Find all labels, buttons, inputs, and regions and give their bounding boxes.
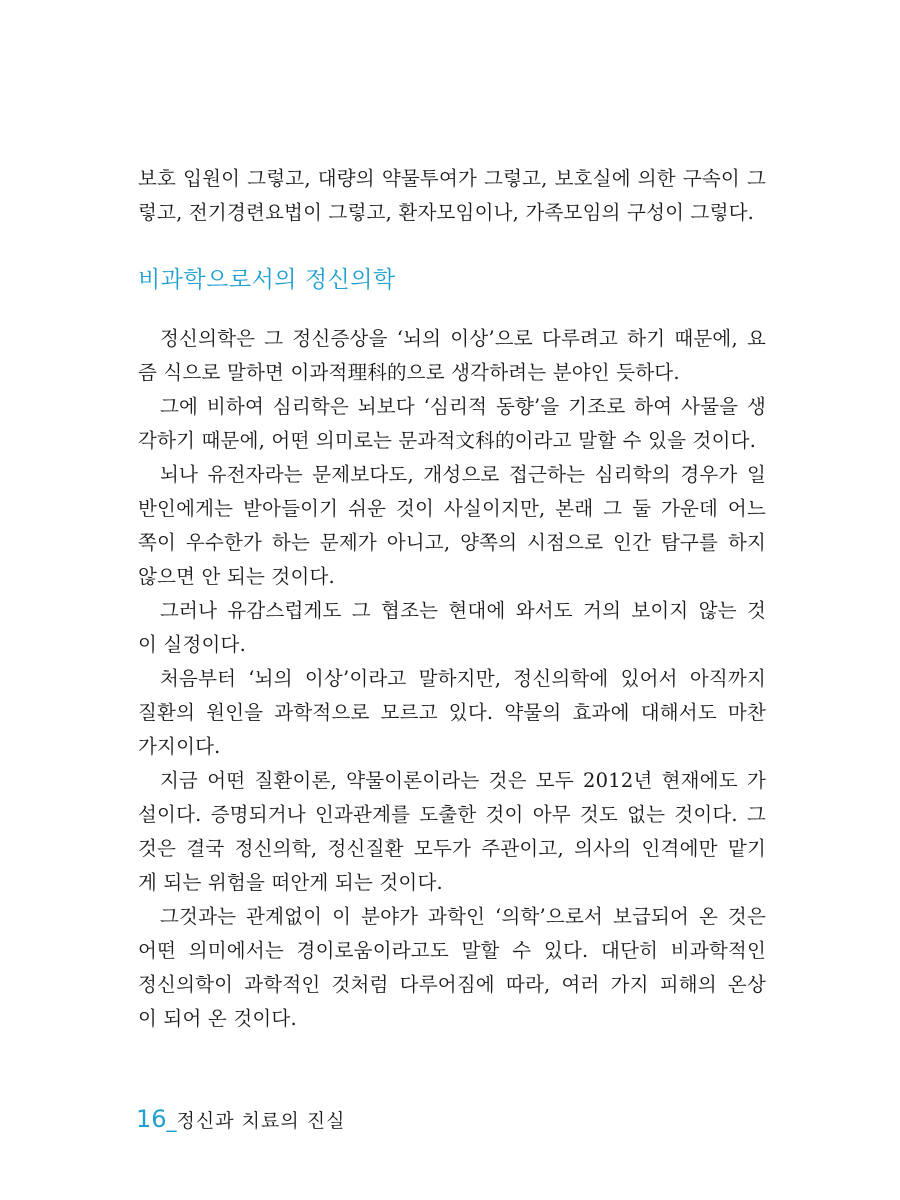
body-text-line: 반인에게는 받아들이기 쉬운 것이 사실이지만, 본래 그 둘 가운데 어느	[138, 497, 766, 520]
body-text-line: 각하기 때문에, 어떤 의미로는 문과적文科的이라고 말할 수 있을 것이다.	[138, 429, 757, 452]
body-text-line: 어떤 의미에서는 경이로움이라고도 말할 수 있다. 대단히 비과학적인	[138, 939, 766, 962]
body-text-line: 않으면 안 되는 것이다.	[138, 565, 335, 588]
body-text-line: 그러나 유감스럽게도 그 협조는 현대에 와서도 거의 보이지 않는 것	[160, 599, 766, 622]
body-text-line: 설이다. 증명되거나 인과관계를 도출한 것이 아무 것도 없는 것이다. 그	[138, 803, 766, 826]
body-text-line: 보호 입원이 그렇고, 대량의 약물투여가 그렇고, 보호실에 의한 구속이 그	[138, 167, 766, 190]
body-text-line: 정신의학이 과학적인 것처럼 다루어짐에 따라, 여러 가지 피해의 온상	[138, 973, 766, 996]
body-text-line: 렇고, 전기경련요법이 그렇고, 환자모임이나, 가족모임의 구성이 그렇다.	[138, 201, 755, 224]
body-text-line: 게 되는 위험을 떠안게 되는 것이다.	[138, 871, 443, 894]
body-text-line: 가지이다.	[138, 735, 221, 758]
running-title: 정신과 치료의 진실	[176, 1110, 346, 1132]
body-text-line: 것은 결국 정신의학, 정신질환 모두가 주관이고, 의사의 인격에만 맡기	[138, 837, 766, 860]
body-text-line: 처음부터 ‘뇌의 이상’이라고 말하지만, 정신의학에 있어서 아직까지	[160, 667, 766, 690]
body-text-line: 뇌나 유전자라는 문제보다도, 개성으로 접근하는 심리학의 경우가 일	[160, 463, 766, 486]
body-text-line: 질환의 원인을 과학적으로 모르고 있다. 약물의 효과에 대해서도 마찬	[138, 701, 766, 724]
body-text-line: 그에 비하여 심리학은 뇌보다 ‘심리적 동향’을 기조로 하여 사물을 생	[160, 395, 766, 418]
section-heading: 비과학으로서의 정신의학	[138, 267, 396, 293]
body-text-line: 이 되어 온 것이다.	[138, 1007, 297, 1030]
body-text-line: 정신의학은 그 정신증상을 ‘뇌의 이상’으로 다루려고 하기 때문에, 요	[160, 327, 766, 350]
body-text-line: 쪽이 우수한가 하는 문제가 아니고, 양쪽의 시점으로 인간 탐구를 하지	[138, 531, 766, 554]
body-text-line: 즘 식으로 말하면 이과적理科的으로 생각하려는 분야인 듯하다.	[138, 361, 680, 384]
footer-separator: _	[166, 1108, 177, 1132]
body-text-line: 그것과는 관계없이 이 분야가 과학인 ‘의학’으로서 보급되어 온 것은	[160, 905, 766, 928]
body-text-line: 지금 어떤 질환이론, 약물이론이라는 것은 모두 2012년 현재에도 가	[160, 769, 766, 792]
page-number: 16	[136, 1105, 167, 1133]
body-text-line: 이 실정이다.	[138, 633, 246, 656]
page-footer	[136, 1105, 345, 1139]
